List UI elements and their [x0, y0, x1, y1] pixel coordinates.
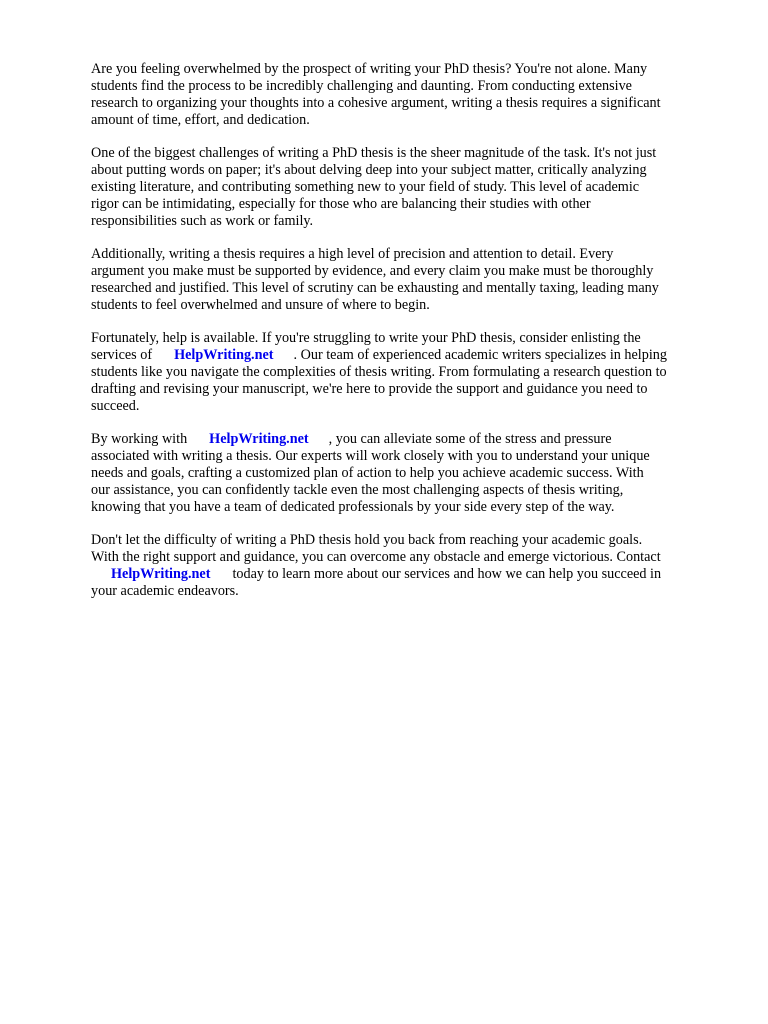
- text-line: associated with writing a thesis. Our experts will work closely with you to understand your unique: [91, 448, 650, 464]
- text-line: your academic endeavors.: [91, 583, 239, 599]
- text-line: our assistance, you can confidently tackle even the most challenging aspects of thesis writing,: [91, 482, 624, 498]
- paragraph-challenges: [91, 145, 731, 230]
- text-line: students find the process to be incredibly challenging and daunting. From conducting extensive: [91, 78, 632, 94]
- text-line: One of the biggest challenges of writing a PhD thesis is the sheer magnitude of the task. It's not just: [91, 145, 657, 161]
- text-line: existing literature, and contributing something new to your field of study. This level of academic: [91, 179, 640, 195]
- text-line: Additionally, writing a thesis requires a high level of precision and attention to detail. Every: [91, 246, 614, 262]
- text-line: researched and justified. This level of scrutiny can be exhausting and mentally taxing, leading many: [91, 280, 659, 296]
- text-line-with-link: [91, 347, 731, 364]
- paragraph-contact: [91, 532, 731, 600]
- text-segment: By working with: [91, 431, 188, 447]
- paragraph-help: [91, 330, 731, 415]
- paragraph-precision: [91, 246, 731, 314]
- helpwriting-link[interactable]: HelpWriting.net: [209, 431, 309, 447]
- text-segment: services of: [91, 347, 153, 363]
- text-line: rigor can be intimidating, especially for those who are balancing their studies with other: [91, 196, 591, 212]
- text-line: students to feel overwhelmed and unsure of where to begin.: [91, 297, 430, 313]
- helpwriting-link[interactable]: HelpWriting.net: [111, 566, 211, 582]
- text-line: With the right support and guidance, you can overcome any obstacle and emerge victorious. Contact: [91, 549, 661, 565]
- text-line: students like you navigate the complexities of thesis writing. From formulating a research question to: [91, 364, 667, 380]
- text-line: Don't let the difficulty of writing a PhD thesis hold you back from reaching your academic goals.: [91, 532, 643, 548]
- document-body: [91, 61, 731, 616]
- text-line: drafting and revising your manuscript, we're here to provide the support and guidance you need to: [91, 381, 648, 397]
- text-line: amount of time, effort, and dedication.: [91, 112, 310, 128]
- text-line: about putting words on paper; it's about delving deep into your subject matter, critically analyzing: [91, 162, 647, 178]
- text-line: responsibilities such as work or family.: [91, 213, 314, 229]
- text-line-with-link: [91, 566, 731, 583]
- text-line-with-link: [91, 431, 731, 448]
- paragraph-working-with: [91, 431, 731, 516]
- helpwriting-link[interactable]: HelpWriting.net: [174, 347, 274, 363]
- text-segment: today to learn more about our services and how we can help you succeed in: [232, 566, 662, 582]
- text-segment: . Our team of experienced academic writers specializes in helping: [293, 347, 667, 363]
- text-line: knowing that you have a team of dedicated professionals by your side every step of the way.: [91, 499, 615, 515]
- text-segment: , you can alleviate some of the stress and pressure: [328, 431, 612, 447]
- text-line: Are you feeling overwhelmed by the prospect of writing your PhD thesis? You're not alone. Many: [91, 61, 648, 77]
- text-line: argument you make must be supported by evidence, and every claim you make must be thoroughly: [91, 263, 654, 279]
- text-line: Fortunately, help is available. If you're struggling to write your PhD thesis, consider enlisting the: [91, 330, 641, 346]
- paragraph-intro: [91, 61, 731, 129]
- text-line: needs and goals, crafting a customized plan of action to help you achieve academic success. With: [91, 465, 644, 481]
- text-line: research to organizing your thoughts into a cohesive argument, writing a thesis requires a significant: [91, 95, 661, 111]
- text-line: succeed.: [91, 398, 140, 414]
